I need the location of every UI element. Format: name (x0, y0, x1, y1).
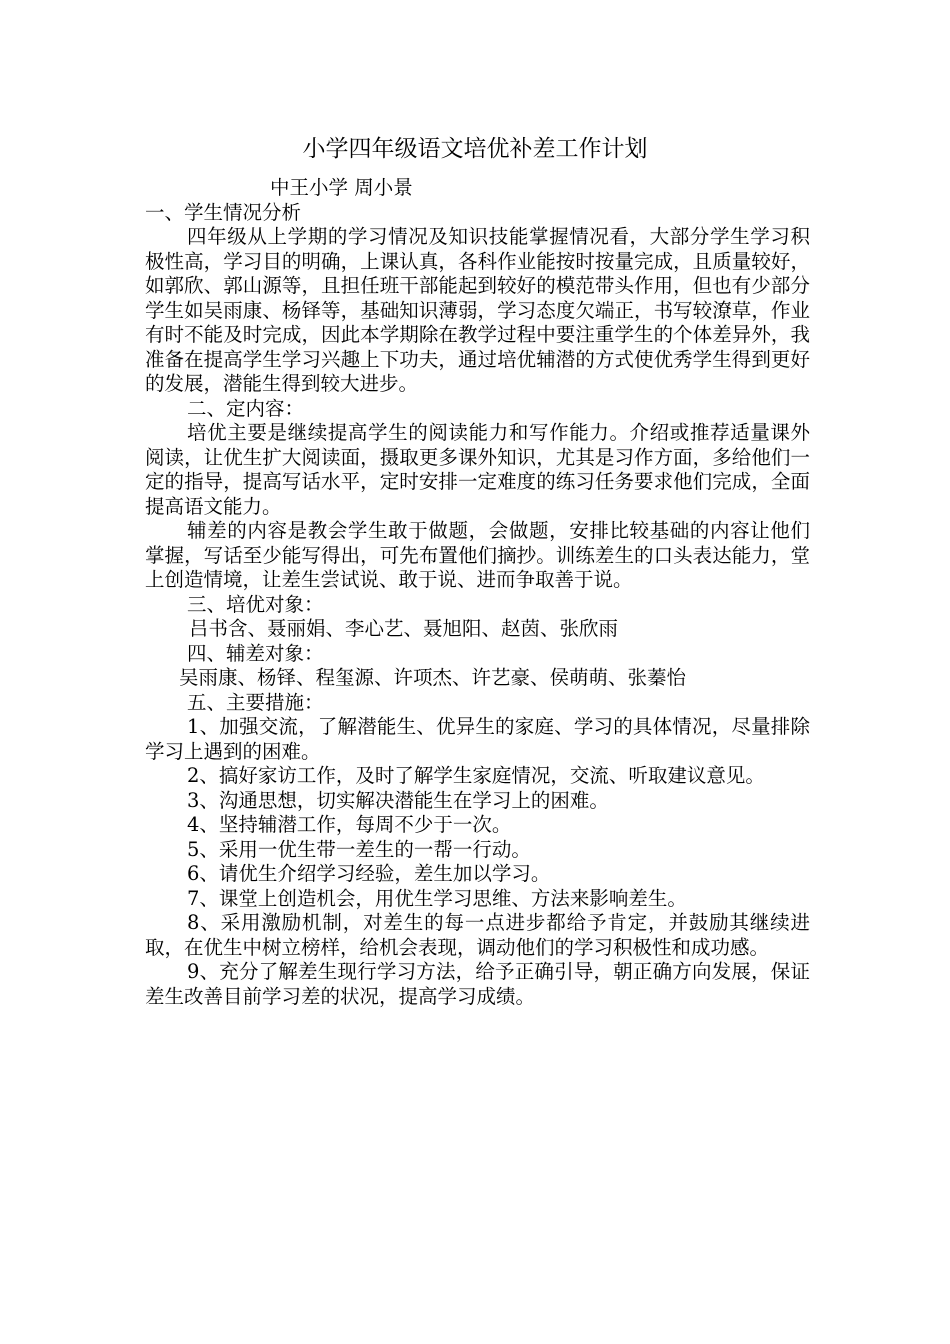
measure-item-8: 8、采用激励机制，对差生的每一点进步都给予肯定，并鼓励其继续进取，在优生中树立榜样，给机会表现，调动他们的学习积极性和成功感。 (145, 911, 810, 959)
support-students-list: 吴雨康、杨铎、程玺源、许项杰、许艺豪、侯萌萌、张蓁怡 (179, 666, 687, 689)
measure-item-5: 5、采用一优生带一差生的一帮一行动。 (187, 837, 531, 861)
section-2-paragraph-2: 辅差的内容是教会学生敢于做题，会做题，安排比较基础的内容让他们掌握，写话至少能写得出，可先布置他们摘抄。训练差生的口头表达能力，堂上创造情境，让差生尝试说、敢于说、进而争取善于说。 (145, 519, 810, 591)
measure-item-3: 3、沟通思想，切实解决潜能生在学习上的困难。 (187, 788, 609, 812)
measure-item-7: 7、课堂上创造机会，用优生学习思维、方法来影响差生。 (187, 886, 687, 910)
measure-item-9: 9、充分了解差生现行学习方法，给予正确引导，朝正确方向发展，保证差生改善目前学习差的状况，提高学习成绩。 (145, 960, 810, 1008)
document-title: 小学四年级语文培优补差工作计划 (302, 136, 648, 162)
top-students-list: 吕书含、聂丽娟、李心艺、聂旭阳、赵茵、张欣雨 (189, 617, 619, 640)
measure-item-1: 1、加强交流，了解潜能生、优异生的家庭、学习的具体情况，尽量排除学习上遇到的困难。 (145, 715, 810, 763)
author-line: 中王小学 周小景 (270, 176, 413, 199)
section-1-paragraph: 四年级从上学期的学习情况及知识技能掌握情况看，大部分学生学习积极性高，学习目的明确，上课认真，各科作业能按时按量完成，且质量较好，如郭欣、郭山源等，且担任班干部能起到较好的模范带头作用，但也有少部分学生如吴雨康、杨铎等，基础知识薄弱，学习态度欠端正，书写较潦草，作业有时不能及时完成，因此本学期除在教学过程中要注重学生的个体差异外，我准备在提高学生学习兴趣上下功夫，通过培优辅潜的方式使优秀学生得到更好的发展，潜能生得到较大进步。 (145, 225, 810, 395)
section-2-paragraph-1: 培优主要是继续提高学生的阅读能力和写作能力。介绍或推荐适量课外阅读，让优生扩大阅读面，摄取更多课外知识，尤其是习作方面，多给他们一定的指导，提高写话水平，定时安排一定难度的练习任务要求他们完成，全面提高语文能力。 (145, 421, 810, 518)
section-5-heading: 五、主要措施： (187, 690, 324, 714)
document-body (145, 176, 810, 1009)
measure-item-2: 2、搞好家访工作，及时了解学生家庭情况，交流、听取建议意见。 (187, 764, 765, 787)
section-3-heading: 三、培优对象： (187, 592, 324, 616)
section-1-heading: 一、学生情况分析 (145, 200, 302, 224)
section-4-heading: 四、辅差对象： (187, 641, 324, 665)
section-2-heading: 二、定内容： (187, 396, 305, 420)
measure-item-4: 4、坚持辅潜工作，每周不少于一次。 (187, 813, 512, 836)
measure-item-6: 6、请优生介绍学习经验，差生加以学习。 (187, 862, 551, 885)
